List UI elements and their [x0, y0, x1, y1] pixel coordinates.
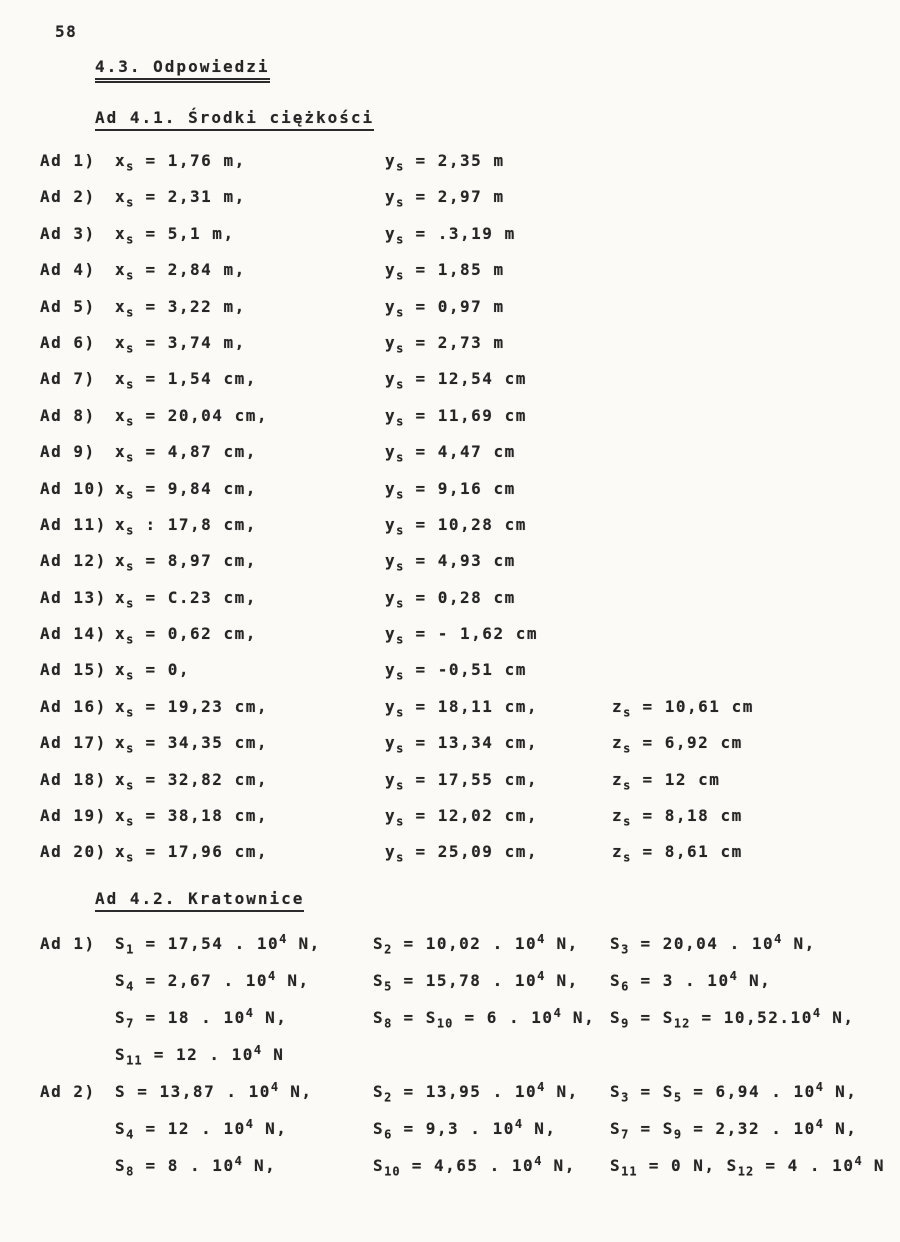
y-value: $y_s = 4,93$ cm — [385, 551, 516, 574]
answer-label: Ad 11) — [40, 514, 107, 534]
answer-label: Ad 7) — [40, 369, 96, 389]
answer-label: Ad 1) — [40, 933, 96, 953]
answer-label: Ad 5) — [40, 296, 96, 316]
truss-line — [115, 1005, 900, 1045]
y-value: $y_s = 12,54$ cm — [385, 369, 527, 392]
force-value: $S_8 = S_{10} = 6$ . $10^4$ N, — [373, 1005, 596, 1031]
truss-line — [115, 931, 900, 971]
answer-label: Ad 17) — [40, 733, 107, 753]
y-value: $y_s = 11,69$ cm — [385, 405, 527, 429]
answer-row — [40, 260, 900, 296]
answer-row — [40, 151, 900, 187]
y-value: $y_s$ = - 1,62 cm — [385, 624, 538, 647]
force-value: $S_2 = 10,02$ . $10^4$ N, — [373, 931, 579, 957]
force-value: $S_3 = 20,04$ . $10^4$ N, — [610, 931, 816, 957]
answer-label: Ad 19) — [40, 806, 107, 826]
y-value: $y_s = 25,09$ cm, — [385, 842, 538, 865]
z-value: $z_s = 8,61$ cm — [612, 842, 743, 865]
y-value: $y_s = 12,02$ cm, — [385, 806, 538, 829]
answer-row — [40, 297, 900, 333]
x-value: $x_s$ : 17,8 cm, — [115, 514, 257, 538]
x-value: $x_s = 38,18$ cm, — [115, 806, 268, 829]
answer-row — [40, 697, 900, 733]
force-value: $S_6 = 3$ . $10^4$ N, — [610, 968, 772, 994]
section-41-heading: Ad 4.1. Środki ciężkości — [95, 108, 374, 131]
x-value: $x_s = 2,31$ m, — [115, 187, 246, 210]
truss-line — [115, 1042, 900, 1082]
answer-row — [40, 224, 900, 260]
x-value: $x_s = 2,84$ m, — [115, 260, 246, 283]
answer-label: Ad 12) — [40, 551, 107, 571]
y-value: $y_s = 2,73$ m — [385, 332, 505, 356]
answer-label: Ad 10) — [40, 478, 107, 498]
y-value: $y_s = .3,19$ m — [385, 223, 516, 247]
force-value: $S_6 = 9,3$ . $10^4$ N, — [373, 1116, 557, 1142]
answer-label: Ad 15) — [40, 660, 107, 680]
y-value: $y_s = 13,34$ cm, — [385, 733, 538, 756]
x-value: $x_s = 3,22$ m, — [115, 296, 246, 320]
centers-of-gravity-answer-list — [40, 151, 900, 879]
y-value: $y_s = 18,11$ cm, — [385, 696, 538, 720]
x-value: $x_s = 34,35$ cm, — [115, 733, 268, 756]
answer-label: Ad 16) — [40, 696, 107, 716]
answer-label: Ad 14) — [40, 624, 107, 644]
answer-label: Ad 4) — [40, 260, 96, 280]
answers-section-heading: 4.3. Odpowiedzi — [95, 57, 270, 80]
x-value: $x_s = 1,76$ m, — [115, 151, 246, 174]
x-value: $x_s = 1,54$ cm, — [115, 369, 257, 392]
answer-label: Ad 9) — [40, 442, 96, 462]
z-value: $z_s = 10,61$ cm — [612, 696, 754, 720]
z-value: $z_s = 12$ cm — [612, 769, 721, 793]
truss-line — [115, 968, 900, 1008]
answer-row — [40, 187, 900, 223]
answers-heading-line — [0, 41, 900, 80]
answer-label: Ad 3) — [40, 223, 96, 243]
section-42-heading-line — [0, 879, 900, 912]
truss-line — [115, 1079, 900, 1119]
answer-label: Ad 1) — [40, 151, 96, 170]
force-value: $S_3 = S_5 = 6,94$ . $10^4$ N, — [610, 1079, 858, 1105]
answer-label: Ad 8) — [40, 405, 96, 425]
answer-row — [40, 770, 900, 806]
answer-row — [40, 588, 900, 624]
y-value: $y_s = -0,51$ cm — [385, 660, 527, 684]
x-value: $x_s = C.23$ cm, — [115, 587, 257, 611]
y-value: $y_s = 4,47$ cm — [385, 442, 516, 465]
force-value: $S_{11} = 0$ N, $S_{12} = 4$ . $10^4$ N — [610, 1153, 885, 1179]
x-value: $x_s = 20,04$ cm, — [115, 405, 268, 429]
force-value: S = 13,87 . $10^4$ N, — [115, 1079, 313, 1101]
truss-line — [115, 1116, 900, 1156]
section-42-heading: Ad 4.2. Kratownice — [95, 889, 304, 912]
x-value: $x_s = 19,23$ cm, — [115, 696, 268, 720]
section-41-heading-line — [0, 80, 900, 131]
answer-row — [40, 369, 900, 405]
x-value: $x_s = 8,97$ cm, — [115, 551, 257, 574]
answer-row — [40, 406, 900, 442]
x-value: $x_s = 0$, — [115, 660, 191, 684]
truss-lines — [115, 1079, 900, 1193]
force-value: $S_7 = 18$ . $10^4$ N, — [115, 1005, 288, 1031]
answer-row — [40, 624, 900, 660]
force-value: $S_5 = 15,78$ . $10^4$ N, — [373, 968, 579, 994]
force-value: $S_4 = 2,67$ . $10^4$ N, — [115, 968, 310, 994]
answer-row — [40, 551, 900, 587]
answer-row — [40, 442, 900, 478]
y-value: $y_s = 10,28$ cm — [385, 514, 527, 538]
truss-answer-list — [40, 931, 900, 1193]
force-value: $S_7 = S_9 = 2,32$ . $10^4$ N, — [610, 1116, 858, 1142]
x-value: $x_s = 3,74$ m, — [115, 332, 246, 356]
y-value: $y_s = 2,97$ m — [385, 187, 505, 210]
y-value: $y_s = 17,55$ cm, — [385, 769, 538, 793]
x-value: $x_s = 0,62$ cm, — [115, 624, 257, 647]
answer-label: Ad 2) — [40, 1081, 96, 1101]
answer-row — [40, 479, 900, 515]
y-value: $y_s = 1,85$ m — [385, 260, 505, 283]
z-value: $z_s = 8,18$ cm — [612, 806, 743, 829]
answer-label: Ad 18) — [40, 769, 107, 789]
truss-lines — [115, 931, 900, 1082]
answer-label: Ad 20) — [40, 842, 107, 862]
x-value: $x_s = 4,87$ cm, — [115, 442, 257, 465]
answer-row — [40, 515, 900, 551]
answer-row — [40, 806, 900, 842]
truss-answer-block — [40, 1079, 900, 1193]
force-value: $S_8 = 8$ . $10^4$ N, — [115, 1153, 277, 1179]
answer-label: Ad 2) — [40, 187, 96, 207]
answer-row — [40, 333, 900, 369]
force-value: $S_{11} = 12$ . $10^4$ N — [115, 1042, 285, 1068]
force-value: $S_4 = 12$ . $10^4$ N, — [115, 1116, 288, 1142]
truss-line — [115, 1153, 900, 1193]
answer-row — [40, 733, 900, 769]
force-value: $S_9 = S_{12} = 10,52.10^4$ N, — [610, 1005, 855, 1031]
answer-row — [40, 660, 900, 696]
z-value: $z_s = 6,92$ cm — [612, 733, 743, 756]
y-value: $y_s = 0,28$ cm — [385, 587, 516, 611]
answer-label: Ad 13) — [40, 587, 107, 607]
x-value: $x_s = 17,96$ cm, — [115, 842, 268, 865]
force-value: $S_{10} = 4,65$ . $10^4$ N, — [373, 1153, 576, 1179]
x-value: $x_s = 5,1$ m, — [115, 223, 235, 247]
y-value: $y_s = 0,97$ m — [385, 296, 505, 320]
force-value: $S_2 = 13,95$ . $10^4$ N, — [373, 1079, 579, 1105]
y-value: $y_s = 9,16$ cm — [385, 478, 516, 502]
y-value: $y_s = 2,35$ m — [385, 151, 505, 174]
answer-row — [40, 842, 900, 878]
x-value: $x_s = 32,82$ cm, — [115, 769, 268, 793]
force-value: $S_1 = 17,54$ . $10^4$ N, — [115, 931, 321, 957]
x-value: $x_s = 9,84$ cm, — [115, 478, 257, 502]
page-number: 58 — [55, 22, 78, 41]
truss-answer-block — [40, 931, 900, 1082]
answer-label: Ad 6) — [40, 332, 96, 352]
